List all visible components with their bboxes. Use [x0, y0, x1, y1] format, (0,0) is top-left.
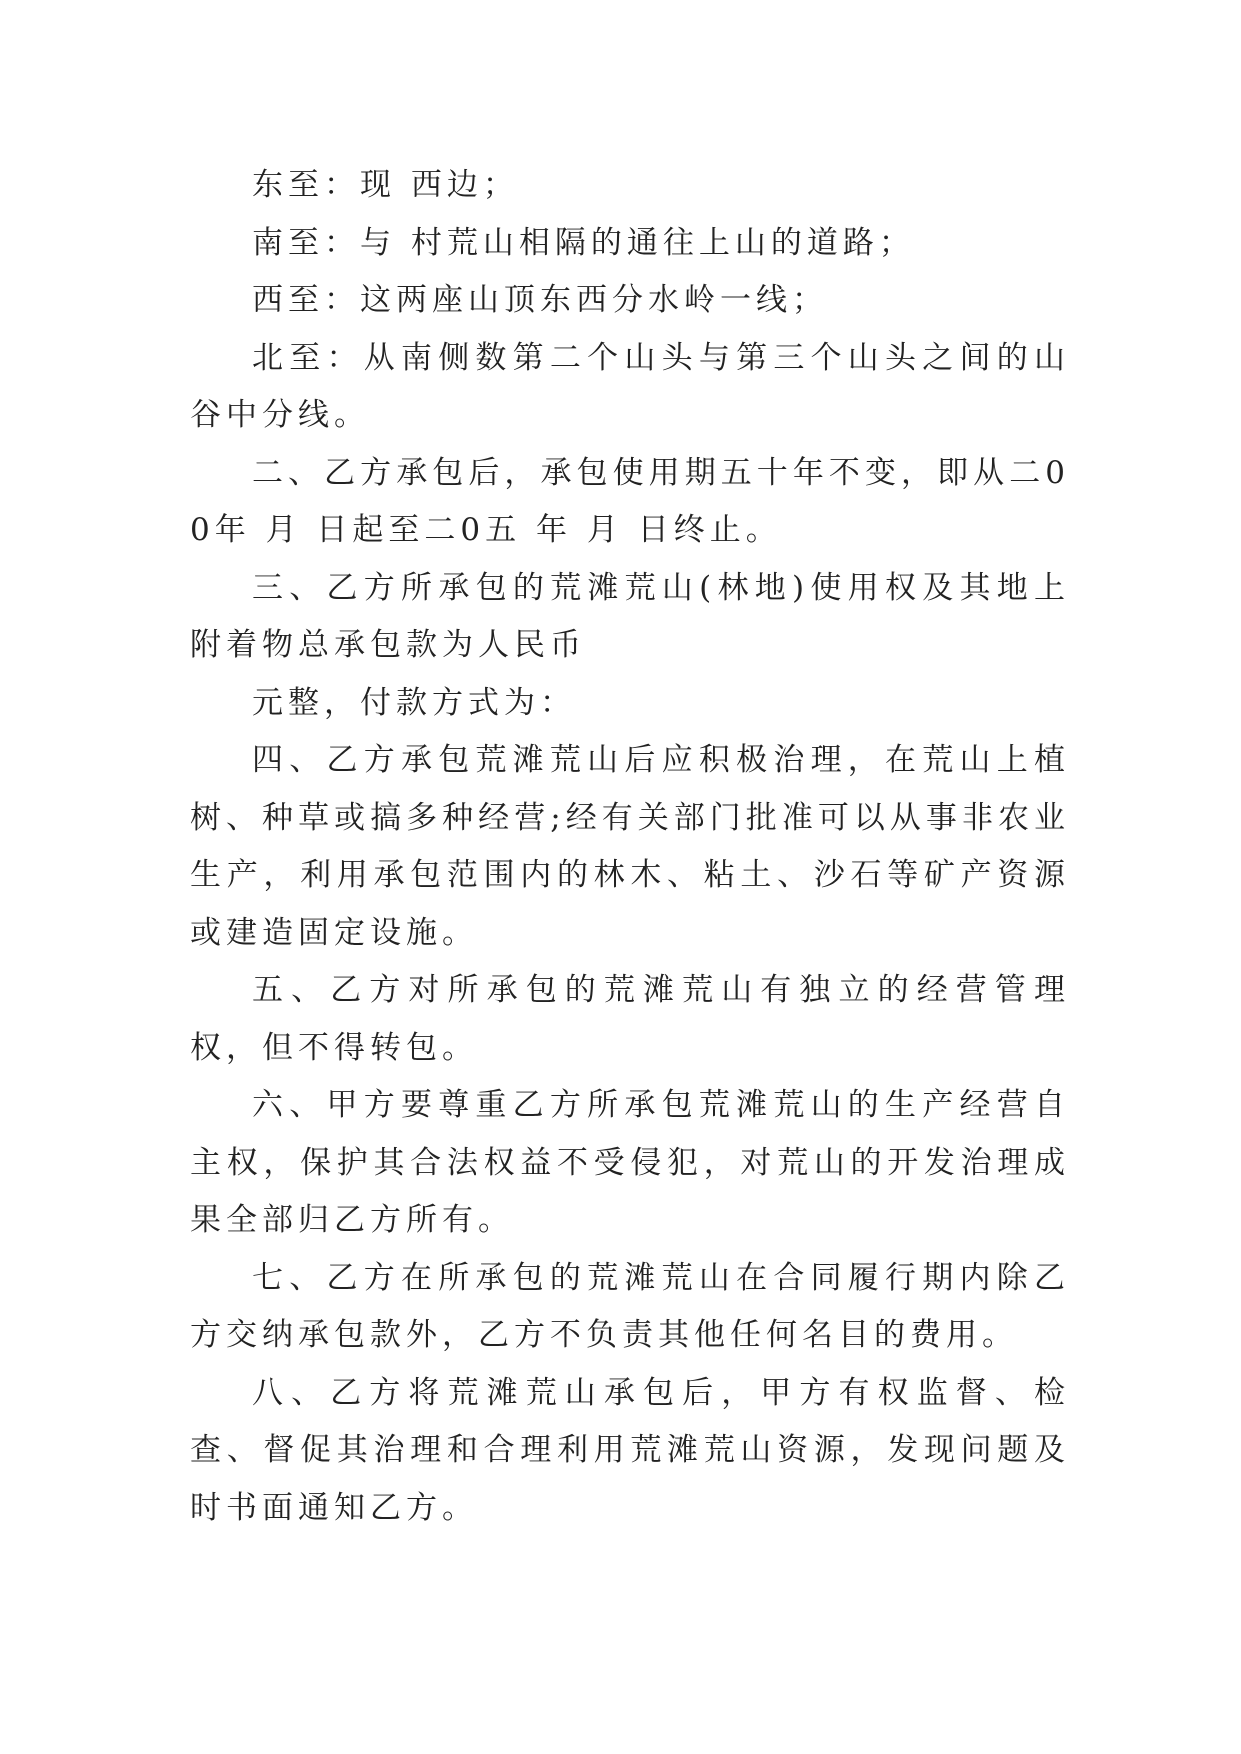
paragraph-east-boundary: 东至：现 西边； [252, 167, 519, 203]
paragraph-clause-6: 六、甲方要尊重乙方所承包荒滩荒山的生产经营自主权，保护其合法权益不受侵犯，对荒山的开发治理成果全部归乙方所有。 [190, 1087, 1070, 1238]
paragraph-clause-7: 七、乙方在所承包的荒滩荒山在合同履行期内除乙方交纳承包款外，乙方不负责其他任何名目的费用。 [190, 1259, 1070, 1353]
paragraph-west-boundary: 西至：这两座山顶东西分水岭一线； [252, 282, 828, 318]
paragraph-clause-8: 八、乙方将荒滩荒山承包后，甲方有权监督、检查、督促其治理和合理利用荒滩荒山资源，发现问题及时书面通知乙方。 [190, 1374, 1070, 1526]
paragraph-clause-3-payment: 元整，付款方式为： [252, 684, 576, 721]
contract-body [190, 157, 1070, 1537]
paragraph-south-boundary: 南至：与 村荒山相隔的通往上山的道路； [252, 224, 915, 261]
paragraph-clause-2: 二、乙方承包后，承包使用期五十年不变，即从二00年 月 日起至二0五 年 月 日终止。 [190, 454, 1070, 548]
paragraph-clause-3: 三、乙方所承包的荒滩荒山(林地)使用权及其地上附着物总承包款为人民币 [190, 569, 1070, 663]
paragraph-clause-5: 五、乙方对所承包的荒滩荒山有独立的经营管理权，但不得转包。 [190, 972, 1070, 1066]
paragraph-north-boundary: 北至：从南侧数第二个山头与第三个山头之间的山谷中分线。 [190, 339, 1070, 433]
paragraph-clause-4: 四、乙方承包荒滩荒山后应积极治理，在荒山上植树、种草或搞多种经营;经有关部门批准可以从事非农业生产，利用承包范围内的林木、粘土、沙石等矿产资源或建造固定设施。 [190, 742, 1070, 951]
